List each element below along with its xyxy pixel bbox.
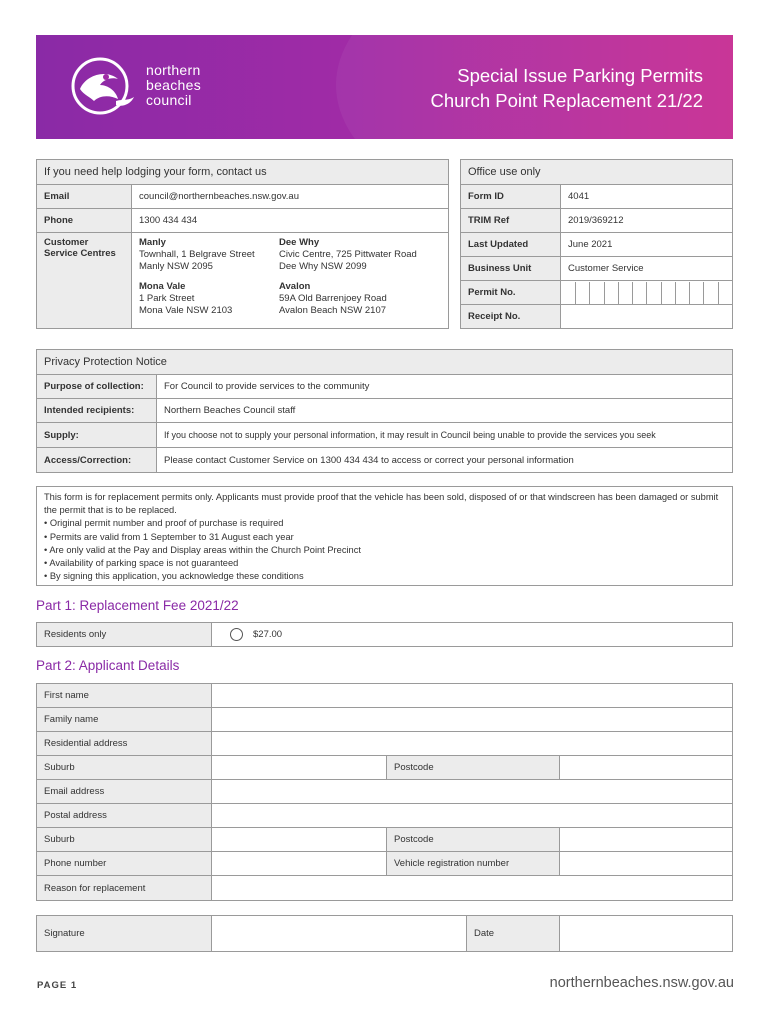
purpose-value: For Council to provide services to the community xyxy=(157,375,733,399)
last-updated-label: Last Updated xyxy=(461,233,561,257)
vehicle-rego-field[interactable] xyxy=(560,852,733,876)
access-value: Please contact Customer Service on 1300 434 434 to access or correct your personal information xyxy=(157,448,733,473)
postal-address-label: Postal address xyxy=(37,804,212,828)
privacy-heading: Privacy Protection Notice xyxy=(37,350,733,375)
suburb-label: Suburb xyxy=(37,756,212,780)
first-name-label: First name xyxy=(37,684,212,708)
notice-bullet: • Availability of parking space is not guaranteed xyxy=(44,558,239,569)
phone-value: 1300 434 434 xyxy=(132,209,449,233)
contact-help-table xyxy=(36,159,449,329)
residents-fee-price: $27.00 xyxy=(253,629,283,641)
email-label: Email xyxy=(37,185,132,209)
header-banner xyxy=(36,35,733,139)
email-value: council@northernbeaches.nsw.gov.au xyxy=(132,185,449,209)
notice-bullet: • Are only valid at the Pay and Display areas within the Church Point Precinct xyxy=(44,544,361,555)
date-field[interactable] xyxy=(560,916,733,952)
postal-postcode-field[interactable] xyxy=(560,828,733,852)
phone-number-field[interactable] xyxy=(212,852,387,876)
receipt-no-field[interactable] xyxy=(561,305,733,329)
access-label: Access/Correction: xyxy=(37,448,157,473)
contact-help-heading: If you need help lodging your form, contact us xyxy=(37,160,449,185)
receipt-no-label: Receipt No. xyxy=(461,305,561,329)
residential-address-label: Residential address xyxy=(37,732,212,756)
last-updated-value: June 2021 xyxy=(561,233,733,257)
postcode-field[interactable] xyxy=(560,756,733,780)
email-address-field[interactable] xyxy=(212,780,733,804)
residential-address-field[interactable] xyxy=(212,732,733,756)
conditions-notice xyxy=(36,486,733,586)
applicant-details-table xyxy=(36,683,733,901)
reason-field[interactable] xyxy=(212,876,733,901)
council-logo-icon xyxy=(66,55,138,117)
notice-bullet: • Permits are valid from 1 September to 31 August each year xyxy=(44,531,294,542)
email-address-label: Email address xyxy=(37,780,212,804)
recipients-value: Northern Beaches Council staff xyxy=(157,399,733,423)
date-label: Date xyxy=(467,916,560,952)
business-unit-label: Business Unit xyxy=(461,257,561,281)
centre-mona-vale: Mona Vale 1 Park Street Mona Vale NSW 2103 xyxy=(139,281,233,316)
service-centres-list xyxy=(132,233,449,329)
business-unit-value: Customer Service xyxy=(561,257,733,281)
residents-only-label: Residents only xyxy=(37,623,212,647)
page-number: PAGE 1 xyxy=(37,980,78,991)
part1-title: Part 1: Replacement Fee 2021/22 xyxy=(36,598,239,613)
form-id-value: 4041 xyxy=(561,185,733,209)
trim-ref-value: 2019/369212 xyxy=(561,209,733,233)
privacy-notice-table xyxy=(36,349,733,473)
permit-no-label: Permit No. xyxy=(461,281,561,305)
postcode-label: Postcode xyxy=(387,756,560,780)
supply-value: If you choose not to supply your personal information, it may result in Council being unable to provide the services you seek xyxy=(157,423,733,448)
family-name-label: Family name xyxy=(37,708,212,732)
first-name-field[interactable] xyxy=(212,684,733,708)
website-url: northernbeaches.nsw.gov.au xyxy=(549,975,734,991)
replacement-fee-table xyxy=(36,622,733,647)
postal-postcode-label: Postcode xyxy=(387,828,560,852)
family-name-field[interactable] xyxy=(212,708,733,732)
signature-label: Signature xyxy=(37,916,212,952)
suburb-field[interactable] xyxy=(212,756,387,780)
recipients-label: Intended recipients: xyxy=(37,399,157,423)
permit-no-field[interactable] xyxy=(561,281,733,305)
postal-address-field[interactable] xyxy=(212,804,733,828)
notice-intro: This form is for replacement permits only. Applicants must provide proof that the vehicle has been sold, disposed of or that windscreen has been damaged or submit the permit that is to be replaced. xyxy=(44,492,719,516)
signature-field[interactable] xyxy=(212,916,467,952)
postal-suburb-field[interactable] xyxy=(212,828,387,852)
purpose-label: Purpose of collection: xyxy=(37,375,157,399)
residents-fee-option[interactable] xyxy=(212,623,733,647)
vehicle-rego-label: Vehicle registration number xyxy=(387,852,560,876)
part2-title: Part 2: Applicant Details xyxy=(36,658,180,673)
centre-manly: Manly Townhall, 1 Belgrave Street Manly NSW 2095 xyxy=(139,237,255,272)
centre-dee-why: Dee Why Civic Centre, 725 Pittwater Road Dee Why NSW 2099 xyxy=(279,237,417,272)
office-use-heading: Office use only xyxy=(461,160,733,185)
signature-table xyxy=(36,915,733,952)
council-logo-text: northern beaches council xyxy=(146,62,202,108)
form-title: Special Issue Parking Permits Church Point Replacement 21/22 xyxy=(430,65,703,111)
notice-bullet: • By signing this application, you acknowledge these conditions xyxy=(44,571,304,582)
office-use-table xyxy=(460,159,733,329)
form-id-label: Form ID xyxy=(461,185,561,209)
trim-ref-label: TRIM Ref xyxy=(461,209,561,233)
service-centres-label: Customer Service Centres xyxy=(37,233,132,329)
postal-suburb-label: Suburb xyxy=(37,828,212,852)
phone-number-label: Phone number xyxy=(37,852,212,876)
residents-fee-radio[interactable] xyxy=(230,628,243,641)
notice-bullet: • Original permit number and proof of purchase is required xyxy=(44,518,284,529)
supply-label: Supply: xyxy=(37,423,157,448)
reason-label: Reason for replacement xyxy=(37,876,212,901)
centre-avalon: Avalon 59A Old Barrenjoey Road Avalon Beach NSW 2107 xyxy=(279,281,387,316)
phone-label: Phone xyxy=(37,209,132,233)
